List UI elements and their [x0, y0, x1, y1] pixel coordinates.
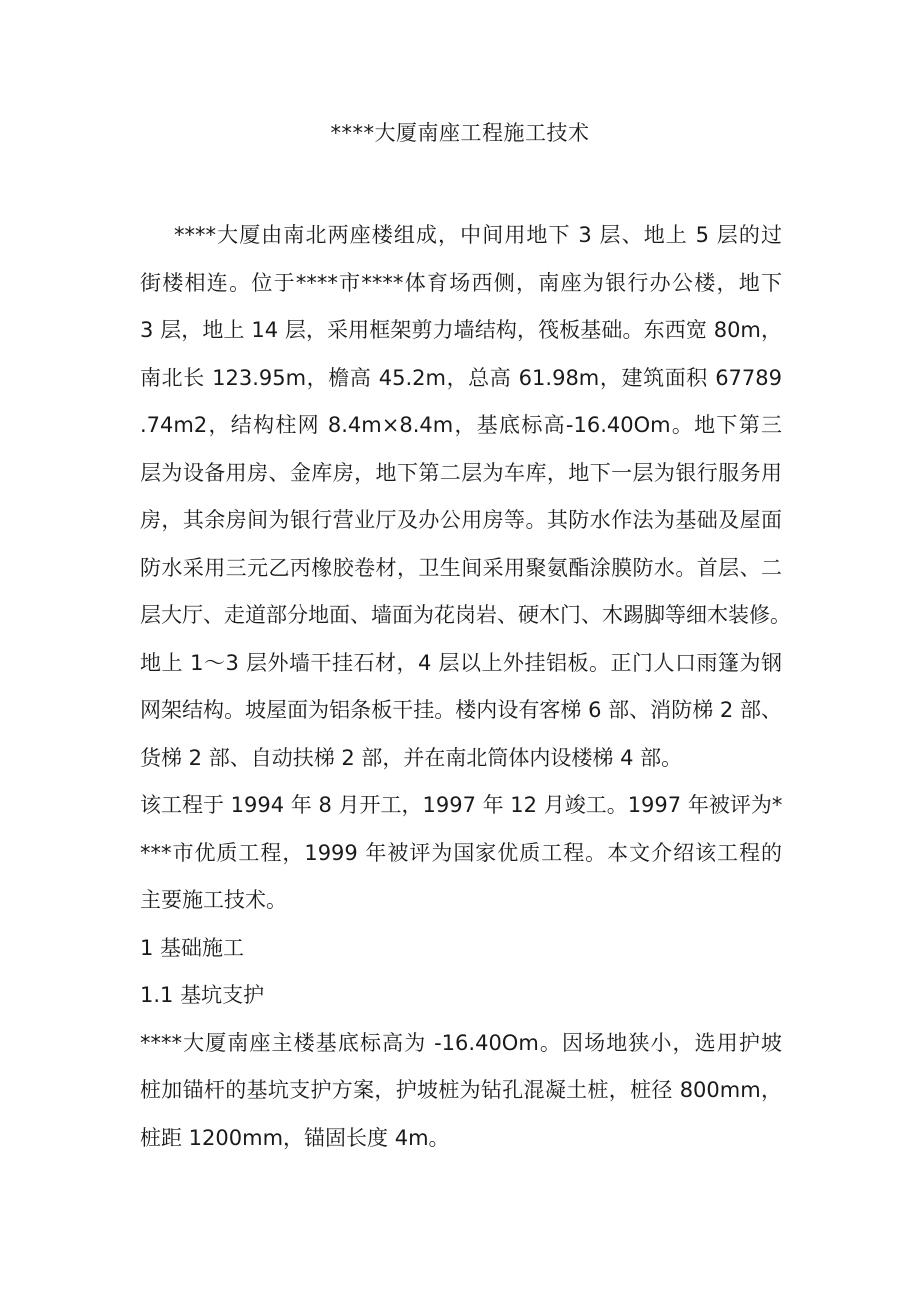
paragraph-1-line: 南北长 123.95m，檐高 45.2m，总高 61.98m，建筑面积 67789 — [140, 365, 782, 390]
paragraph-3-line: 桩加锚杆的基坑支护方案，护坡桩为钻孔混凝土桩，桩径 800mm， — [140, 1078, 782, 1102]
paragraph-1-line: 层大厅、走道部分地面、墙面为花岗岩、硬木门、木踢脚等细木装修。 — [140, 603, 791, 627]
paragraph-1-line: 街楼相连。位于****市****体育场西侧，南座为银行办公楼，地下 — [140, 270, 782, 295]
paragraph-1-line: 货梯 2 部、自动扶梯 2 部，并在南北筒体内设楼梯 4 部。 — [140, 745, 683, 770]
paragraph-1-line: .74m2，结构柱网 8.4m×8.4m，基底标高-16.40Om。地下第三 — [140, 413, 782, 437]
paragraph-1-line: 层为设备用房、金库房，地下第二层为车库，地下一层为银行服务用 — [140, 460, 782, 485]
paragraph-1-line: ****大厦由南北两座楼组成，中间用地下 3 层、地上 5 层的过 — [174, 223, 782, 247]
paragraph-1-line: 防水采用三元乙丙橡胶卷材，卫生间采用聚氨酯涂膜防水。首层、二 — [140, 555, 782, 580]
paragraph-3-line: ****大厦南座主楼基底标高为 -16.40Om。因场地狭小，选用护坡 — [140, 1030, 782, 1055]
paragraph-2-line: ***市优质工程，1999 年被评为国家优质工程。本文介绍该工程的 — [140, 840, 782, 865]
paragraph-2-line: 该工程于 1994 年 8 月开工，1997 年 12 月竣工。1997 年被评为* — [140, 793, 783, 817]
document-body — [140, 212, 791, 1162]
paragraph-1-line: 网架结构。坡屋面为铝条板干挂。楼内设有客梯 6 部、消防梯 2 部、 — [140, 698, 782, 722]
document-title: ****大厦南座工程施工技术 — [330, 121, 590, 145]
paragraph-3-line: 桩距 1200mm，锚固长度 4m。 — [140, 1125, 450, 1150]
paragraph-1-line: 地上 1～3 层外墙干挂石材，4 层以上外挂铝板。正门人口雨篷为钢 — [140, 650, 782, 675]
paragraph-1-line: 3 层，地上 14 层，采用框架剪力墙结构，筏板基础。东西宽 80m， — [140, 318, 782, 342]
section-heading-1-1: 1.1 基坑支护 — [140, 983, 265, 1007]
paragraph-1-line: 房，其余房间为银行营业厅及办公用房等。其防水作法为基础及屋面 — [140, 508, 782, 532]
section-heading-1: 1 基础施工 — [140, 935, 245, 960]
paragraph-2-line: 主要施工技术。 — [140, 888, 287, 912]
